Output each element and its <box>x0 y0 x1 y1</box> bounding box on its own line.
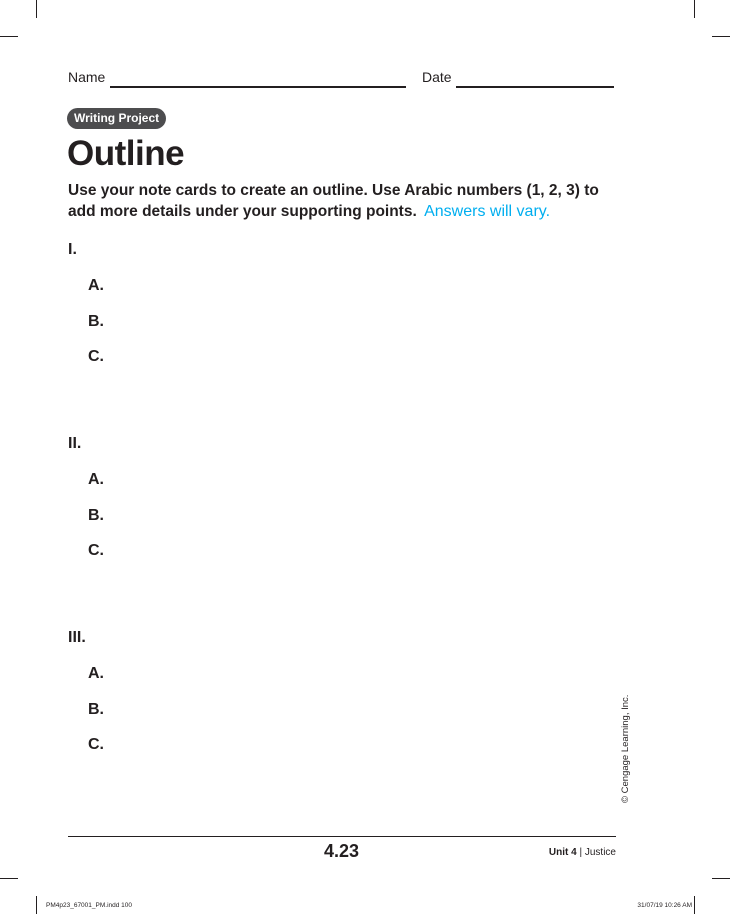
crop-mark <box>712 878 730 879</box>
outline-point: B. <box>88 313 104 330</box>
answer-note: Answers will vary. <box>424 203 551 220</box>
outline-point: C. <box>88 736 104 753</box>
outline-point: B. <box>88 701 104 718</box>
outline-numeral: I. <box>68 241 77 258</box>
page-number: 4.23 <box>323 841 360 861</box>
crop-mark <box>712 36 730 37</box>
timestamp-slug: 31/07/19 10:26 AM <box>637 902 692 909</box>
unit-title: Justice <box>584 847 616 858</box>
outline-point: A. <box>88 277 104 294</box>
instructions-text: Use your note cards to create an outline. Use Arabic numbers (1, 2, 3) to add more details under your supporting points. <box>68 182 599 220</box>
outline-point: C. <box>88 348 104 365</box>
unit-label <box>549 847 616 858</box>
copyright-notice: © Cengage Learning, Inc. <box>620 694 631 803</box>
instructions <box>68 180 628 222</box>
outline-point: A. <box>88 471 104 488</box>
crop-mark <box>0 878 18 879</box>
date-label: Date <box>422 69 452 85</box>
footer-rule <box>68 836 616 837</box>
writing-project-badge: Writing Project <box>67 108 166 129</box>
crop-mark <box>694 0 695 18</box>
crop-mark <box>36 0 37 18</box>
outline-numeral: III. <box>68 629 86 646</box>
page-title: Outline <box>67 134 185 173</box>
name-date-row <box>68 68 616 90</box>
outline-numeral: II. <box>68 435 82 452</box>
crop-mark <box>0 36 18 37</box>
outline-point: B. <box>88 507 104 524</box>
unit-number: Unit 4 <box>548 847 577 858</box>
crop-mark <box>694 896 695 914</box>
date-field[interactable] <box>456 86 614 88</box>
outline-point: A. <box>88 665 104 682</box>
crop-mark <box>36 896 37 914</box>
name-field[interactable] <box>110 86 406 88</box>
outline-point: C. <box>88 542 104 559</box>
unit-separator: | <box>579 847 583 858</box>
file-slug: PM4p23_67001_PM.indd 100 <box>46 902 133 909</box>
name-label: Name <box>68 69 106 85</box>
